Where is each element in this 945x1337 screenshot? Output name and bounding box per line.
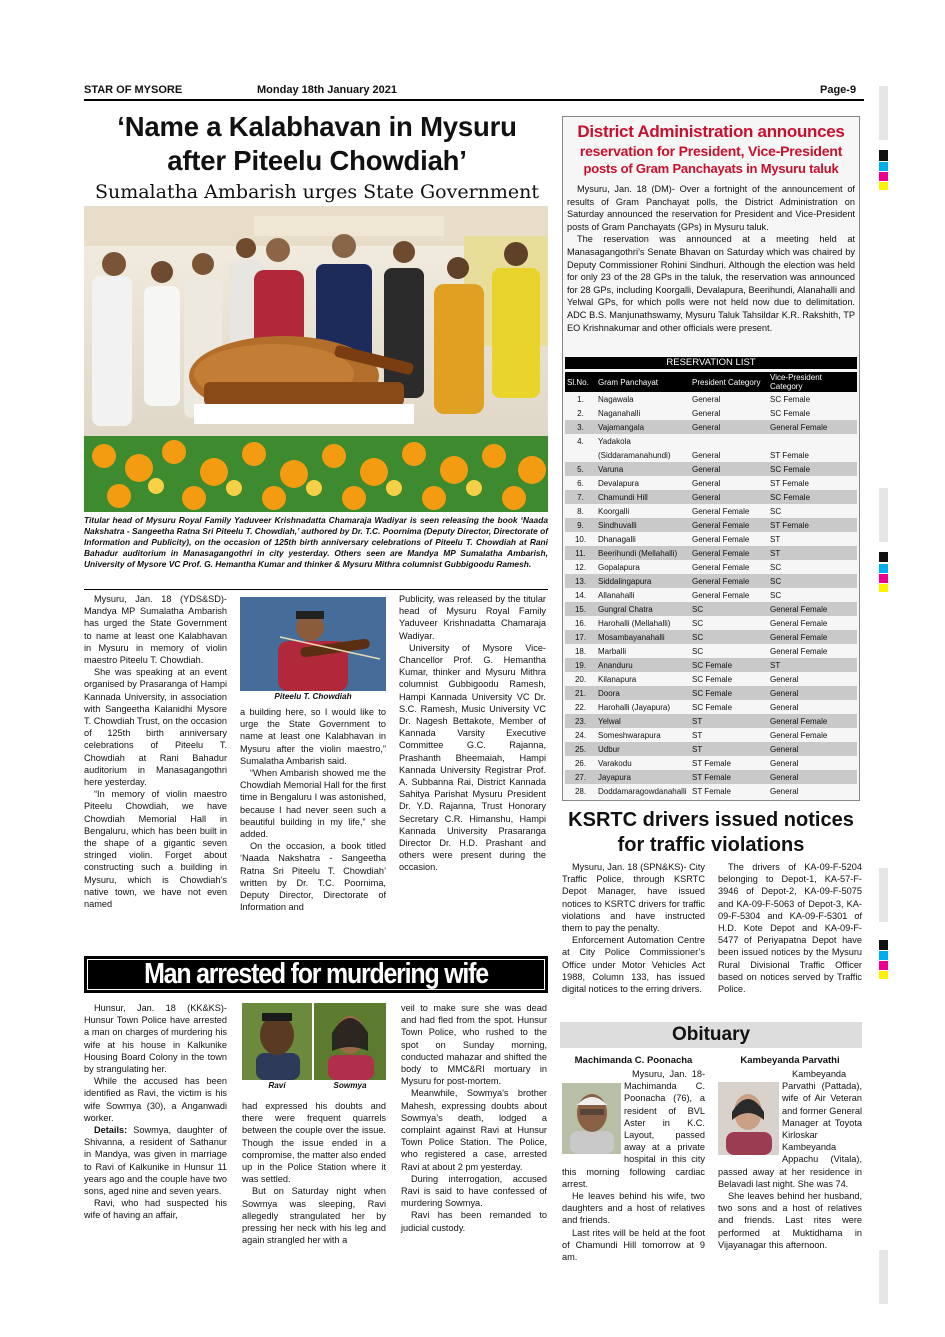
table-cell xyxy=(768,434,857,448)
lead-headline xyxy=(84,110,550,178)
table-cell: Doddamaragowdanahalli xyxy=(598,786,687,796)
table-cell: General xyxy=(690,420,768,434)
table-cell: 28. xyxy=(574,786,587,796)
paragraph: During interrogation, accused Ravi is said to have confessed of murdering Sowmya. xyxy=(401,1173,547,1209)
obituary-text-right xyxy=(718,1068,862,1251)
reservation-row xyxy=(565,742,857,756)
reservation-headline-line-1: District Administration announces xyxy=(577,122,845,141)
table-cell: ST Female xyxy=(768,518,857,532)
sowmya-photo xyxy=(314,1003,386,1080)
paragraph: While the accused has been identified as Ravi, the victim is his wife Sowmya (30), a Anganwadi worker. xyxy=(84,1076,227,1123)
reservation-row xyxy=(565,714,857,728)
table-cell: 20. xyxy=(574,674,587,684)
paragraph: She leaves behind her husband, two sons and a host of relatives and friends. Last rites were performed at Muktidhama in Vijayanagar this afternoon. xyxy=(718,1191,862,1250)
ksrtc-column-2 xyxy=(718,861,862,995)
reservation-row xyxy=(565,588,857,602)
table-cell: Nagawala xyxy=(598,394,634,404)
table-cell: General Female xyxy=(770,618,828,628)
table-cell: Varakodu xyxy=(598,758,632,768)
table-cell: 9. xyxy=(565,518,596,532)
sowmya-photo-caption: Sowmya xyxy=(333,1081,367,1090)
ksrtc-headline xyxy=(560,808,862,858)
table-cell: General xyxy=(690,462,768,476)
table-cell: ST xyxy=(770,534,781,544)
obituary-text-left xyxy=(562,1068,705,1263)
reservation-row xyxy=(565,770,857,784)
murder-column-3 xyxy=(401,1002,547,1234)
table-cell: General Female xyxy=(770,646,828,656)
chowdiah-portrait xyxy=(240,597,386,691)
table-cell: 18. xyxy=(574,646,587,656)
table-cell: Vajamangala xyxy=(596,420,690,434)
table-cell: ST Female xyxy=(692,786,731,796)
table-cell: 19. xyxy=(565,658,596,672)
paragraph: a building here, so I would like to urge the State Government to name at least one Kalabhavan in Mysuru after the violin maestro,” Sumalatha Ambarish said. xyxy=(240,707,386,766)
table-cell: 10. xyxy=(574,534,587,544)
ravi-photo xyxy=(242,1003,312,1080)
table-cell: 6. xyxy=(577,478,584,488)
table-cell: Mosambayanahalli xyxy=(596,630,690,644)
table-cell: Koorgalli xyxy=(598,506,630,516)
table-cell: SC Female xyxy=(770,408,811,418)
table-cell: Harohalli (Jayapura) xyxy=(598,702,671,712)
obituary-name-right: Kambeyanda Parvathi xyxy=(740,1055,840,1066)
table-cell: General Female xyxy=(690,574,768,588)
table-cell: Allanahalli xyxy=(598,590,635,600)
reservation-row xyxy=(565,728,857,742)
header-rule xyxy=(84,99,864,101)
table-cell: General xyxy=(768,770,857,784)
table-cell: General xyxy=(770,758,799,768)
lead-photo-caption: Titular head of Mysuru Royal Family Yaduveer Krishnadatta Chamaraja Wadiyar is seen releasing the book ‘Naada Nakshatra - Sangeetha Ratna Sri Piteelu T. Chowdiah,’ authored by Dr. T.C. Poornima (Deputy Director, Directorate of Information and Publicity), on the occasion of 125th birth anniversary celebrations of Piteelu T. Chowdiah at Rani Bahadur auditorium in Manasagangothri in city yesterday. Others seen are Mandya MP Sumalatha Ambarish, University of Mysore VC Prof. G. Hemantha Kumar and thinker & Mysuru Mithra columnist Gubbigoodu Ramesh. xyxy=(84,515,548,569)
table-cell: General Female xyxy=(768,630,857,644)
table-cell: SC Female xyxy=(690,658,768,672)
table-cell: 23. xyxy=(565,714,596,728)
reservation-row xyxy=(565,560,857,574)
lead-column-3 xyxy=(399,593,546,874)
ksrtc-column-1 xyxy=(562,861,705,995)
reservation-row xyxy=(565,448,857,462)
details-label: Details: xyxy=(94,1125,128,1136)
lead-headline-line-1: ‘Name a Kalabhavan in Mysuru xyxy=(117,111,517,142)
paragraph: Publicity, was released by the titular head of Mysuru Royal Family Yaduveer Krishnadatta Chamaraja Wadiyar. xyxy=(399,594,546,641)
reservation-row xyxy=(565,462,857,476)
table-cell: 13. xyxy=(565,574,596,588)
murder-column-1 xyxy=(84,1002,227,1222)
reservation-row xyxy=(565,476,857,490)
obituary-name-left: Machimanda C. Poonacha xyxy=(574,1055,693,1066)
table-cell: 11. xyxy=(565,546,596,560)
table-cell: General Female xyxy=(692,562,750,572)
table-cell: SC xyxy=(692,646,704,656)
details-text: Sowmya, daughter of Shivanna, a resident of Sathanur in Mandya, was given in marriage to Ravi of Kalkunike in Hunsur 11 years ago and the couple have two sons, aged nine and seven years. xyxy=(84,1125,227,1197)
reservation-row xyxy=(565,784,857,798)
table-cell: ST xyxy=(692,730,703,740)
table-cell: SC xyxy=(690,630,768,644)
table-cell: General xyxy=(692,394,721,404)
table-cell: General xyxy=(768,742,857,756)
reservation-row xyxy=(565,602,857,616)
table-cell: Dhanagalli xyxy=(598,534,636,544)
table-cell: ST Female xyxy=(692,758,731,768)
lead-subhead: Sumalatha Ambarish urges State Government xyxy=(94,181,540,203)
table-cell: Varuna xyxy=(596,462,690,476)
table-cell: Yelwal xyxy=(596,714,690,728)
table-cell: Devalapura xyxy=(598,478,639,488)
table-cell: (Siddaramanahundi) xyxy=(598,450,671,460)
table-cell: General Female xyxy=(768,714,857,728)
reservation-row xyxy=(565,392,857,406)
paragraph: Mysuru, Jan. 18 (DM)- Over a fortnight of the announcement of results of Gram Panchayat polls, the District Administration on Saturday announced the reservation for President and Vice-President posts of Gram Panchayats (GPs) in Mysuru taluk. xyxy=(567,184,855,232)
table-cell: Yadakola xyxy=(598,436,631,446)
table-cell: ST xyxy=(768,658,857,672)
column-header: Vice-President Category xyxy=(768,372,857,392)
table-cell: 22. xyxy=(574,702,587,712)
table-cell: SC xyxy=(770,590,782,600)
table-cell: SC xyxy=(770,506,782,516)
paragraph xyxy=(84,1124,227,1197)
table-cell: 15. xyxy=(565,602,596,616)
paragraph: Ravi, who had suspected his wife of having an affair, xyxy=(84,1198,227,1221)
table-cell: SC Female xyxy=(692,702,733,712)
table-cell: 3. xyxy=(565,420,596,434)
murder-headline: Man arrested for murdering wife xyxy=(144,958,488,990)
table-cell: SC Female xyxy=(692,674,733,684)
paragraph: Hunsur, Jan. 18 (KK&KS)- Hunsur Town Police have arrested a man on charges of murdering his wife at his house in Kalkunike Housing Board Colony in the town by strangulating her. xyxy=(84,1003,227,1075)
newspaper-name: STAR OF MYSORE xyxy=(84,84,183,96)
lead-column-2 xyxy=(240,706,386,913)
reservation-headline-line-2: reservation for President, Vice-President xyxy=(579,143,843,159)
reservation-row xyxy=(565,672,857,686)
column-header: Sl.No. xyxy=(565,372,596,392)
table-cell xyxy=(565,448,596,462)
table-cell: 26. xyxy=(574,758,587,768)
column-header: President Category xyxy=(690,372,768,392)
paragraph: had expressed his doubts and there were frequent quarrels between the couple over the issue. Though the issue ended in a compromise, the matter also ended up in the Police Station where it was settled. xyxy=(242,1101,387,1185)
table-cell: Someshwarapura xyxy=(598,730,661,740)
reservation-row xyxy=(565,700,857,714)
reservation-headline-line-3: posts of Gram Panchayats in Mysuru taluk xyxy=(583,161,839,176)
lead-headline-line-2: after Piteelu Chowdiah’ xyxy=(167,145,467,176)
table-cell: Gungral Chatra xyxy=(596,602,690,616)
table-cell: General xyxy=(768,686,857,700)
lead-column-1 xyxy=(84,593,227,910)
reservation-row xyxy=(565,630,857,644)
table-cell: SC Female xyxy=(768,462,857,476)
paragraph: Ravi has been remanded to judicial custody. xyxy=(401,1210,547,1233)
paragraph: The drivers of KA-09-F-5204 belonging to Depot-1, KA-57-F-3946 of Depot-2, KA-09-F-5075 and KA-09-F-5063 of Depot-3, KA-09-F-5304 and KA-09-F-5301 of H.D. Kote Depot and KA-09-F-5477 of Periyapatna Depot have been issued notices by the Mysuru Rural Divisional Traffic Officer based on notices served by Traffic Police. xyxy=(718,862,862,995)
paragraph: Last rites will be held at the foot of Chamundi Hill tomorrow at 9 am. xyxy=(562,1227,705,1263)
ksrtc-headline-line-2: for traffic violations xyxy=(617,834,805,856)
reservation-row xyxy=(565,644,857,658)
murder-column-2 xyxy=(242,1100,386,1246)
paragraph: Mysuru, Jan. 18 (SPN&KS)- City Traffic Police, through KSRTC Depot Manager, have issued notices to KSRTC drivers for traffic violations and have instructed them to pay the penalty. xyxy=(562,862,705,934)
table-cell: 5. xyxy=(565,462,596,476)
table-cell: General Female xyxy=(768,602,857,616)
table-cell: General xyxy=(692,450,721,460)
table-cell: General Female xyxy=(692,590,750,600)
table-cell: 8. xyxy=(577,506,584,516)
table-cell: ST Female xyxy=(690,770,768,784)
table-cell: Udbur xyxy=(596,742,690,756)
table-cell: 7. xyxy=(565,490,596,504)
reservation-row xyxy=(565,434,857,448)
paragraph: “When Ambarish showed me the Chowdiah Memorial Hall for the first time in Bengaluru I was astonished, because I had never seen such a beautiful building in my life,” she added. xyxy=(240,768,386,840)
caption-rule xyxy=(84,589,548,590)
ravi-photo-caption: Ravi xyxy=(268,1081,286,1090)
paragraph: Enforcement Automation Centre at City Police Commissioner’s Office under Motor Vehicles Act 1988, Column 133, has issued digital notices to the erring drivers. xyxy=(562,935,705,995)
table-cell: ST Female xyxy=(770,450,809,460)
table-cell: SC xyxy=(768,574,857,588)
table-cell: General Female xyxy=(692,534,750,544)
table-cell: 16. xyxy=(574,618,587,628)
paragraph: But on Saturday night when Sowmya was sleeping, Ravi allegedly strangulated her by pressing her neck with his leg and again strangled her with a xyxy=(242,1186,386,1246)
table-cell: Harohalli (Mellahalli) xyxy=(598,618,671,628)
table-cell: Jayapura xyxy=(596,770,690,784)
table-cell: SC xyxy=(770,562,782,572)
table-cell: ST xyxy=(690,714,768,728)
paragraph: He leaves behind his wife, two daughters and a host of relatives and friends. xyxy=(562,1191,705,1226)
table-cell: ST xyxy=(690,742,768,756)
table-cell: SC Female xyxy=(690,686,768,700)
table-cell: 12. xyxy=(574,562,587,572)
paragraph: Kambeyanda Parvathi (Pattada), wife of Air Veteran and former General Manager at Toyota Kirloskar Kambeyanda Appachu (Vitala), passed away at her residence in Belavadi last night. She was 74. xyxy=(718,1069,862,1189)
table-cell: Gopalapura xyxy=(598,562,640,572)
column-header: Gram Panchayat xyxy=(596,372,690,392)
table-cell: General xyxy=(692,408,721,418)
paragraph: Mysuru, Jan. 18 (YDS&SD)- Mandya MP Sumalatha Ambarish has urged the State Government to name at least one Kalabhavan in Mysuru in memory of violin maestro Piteelu T. Chowdiah. xyxy=(84,594,227,666)
reservation-body xyxy=(567,183,855,334)
paragraph: University of Mysore Vice-Chancellor Prof. G. Hemantha Kumar, thinker and Mysuru Mithra columnist Gubbigoodu Ramesh, Hampi Kannada University VC Dr. S.C. Ramesh, Music University VC Dr. Nagesh Bettakote, Member of Kannada Varsity Executive Committee G.C. Rajanna, Prashanth Bheemaiah, Hampi Kannada University Registrar Prof. A. Subbanna Rai, District Kannada Sahitya Parishat Mysuru President Dr. Y.D. Rajanna, Trust Honorary Secretary C.R. Himanshu, Hampi Kannada University Prasaranga Director Dr. H.D. Prashant and others were present during the occasion. xyxy=(399,642,546,873)
table-cell: General Female xyxy=(768,420,857,434)
paragraph: veil to make sure she was dead and had fled from the spot. Hunsur Town Police, who rushed to the spot on Sunday morning, conducted mahazar and shifted the body to MMC&RI mortuary in Mysuru for post-mortem. xyxy=(401,1003,547,1087)
issue-date: Monday 18th January 2021 xyxy=(257,84,398,96)
table-cell: ST Female xyxy=(770,478,809,488)
reservation-row xyxy=(565,686,857,700)
reservation-row xyxy=(565,574,857,588)
reservation-row xyxy=(565,546,857,560)
reservation-headline xyxy=(563,122,859,178)
reservation-row xyxy=(565,658,857,672)
table-cell xyxy=(690,434,768,448)
paragraph: On the occasion, a book titled ‘Naada Nakshatra - Sangeetha Ratna Sri Piteelu T. Chowdiah’ written by Dr. T.C. Poornima, Deputy Director, Directorate of Information and xyxy=(240,841,386,913)
table-cell: Naganahalli xyxy=(598,408,641,418)
table-cell: SC Female xyxy=(770,394,811,404)
table-cell: 25. xyxy=(565,742,596,756)
table-cell: 27. xyxy=(565,770,596,784)
table-cell: General Female xyxy=(690,518,768,532)
chowdiah-portrait-caption: Piteelu T. Chowdiah xyxy=(274,692,352,701)
table-cell: Chamundi Hill xyxy=(596,490,690,504)
obituary-title: Obituary xyxy=(671,1024,751,1045)
table-cell: Sindhuvalli xyxy=(596,518,690,532)
table-cell: General Female xyxy=(690,546,768,560)
book-release-photo xyxy=(84,206,548,512)
paragraph: Mysuru, Jan. 18- Machimanda C. Poonacha (76), a resident of BVL Aster in K.C. Layout, passed away at a private hospital in this city this morning following cardiac arrest. xyxy=(562,1069,705,1189)
table-cell: Kilanapura xyxy=(598,674,637,684)
reservation-row xyxy=(565,518,857,532)
table-cell: Beerihundi (Mellahalli) xyxy=(596,546,690,560)
table-cell: Ananduru xyxy=(596,658,690,672)
table-cell: General xyxy=(692,478,721,488)
table-cell: General Female xyxy=(692,506,750,516)
table-cell: General xyxy=(690,490,768,504)
reservation-row xyxy=(565,532,857,546)
page-number: Page-9 xyxy=(820,84,857,96)
paragraph: “In memory of violin maestro Piteelu Chowdiah, we have Chowdiah Memorial Hall in Bengaluru, which has been built in the shape of a gigantic seven stringed violin. Forget about constructing such a building in Mysuru, which is Chowdiah’s native town, we have not even named xyxy=(84,789,227,910)
reservation-row xyxy=(565,406,857,420)
table-cell: Siddalingapura xyxy=(596,574,690,588)
table-cell: General xyxy=(770,674,799,684)
table-cell: SC xyxy=(690,602,768,616)
table-cell: General xyxy=(770,786,799,796)
table-cell: 14. xyxy=(574,590,587,600)
reservation-table-wrap xyxy=(565,372,857,798)
table-cell: General Female xyxy=(770,730,828,740)
reservation-row xyxy=(565,756,857,770)
reservation-table-body xyxy=(565,392,857,798)
table-cell: 21. xyxy=(565,686,596,700)
paragraph: She was speaking at an event organised by Prasaranga of Hampi Kannada University, in association with Sangeetha Kalanidhi Mysore T. Chowdiah Trust, on the occasion of 125th birth anniversary celebrations of Piteelu T. Chowdiah at Rani Bahadur auditorium in Manasagangothri here yesterday. xyxy=(84,667,227,788)
paragraph: Meanwhile, Sowmya’s brother Mahesh, expressing doubts about Sowmya’s death, lodged a complaint against Ravi at Hunsur Town Police Station. The Police, who registered a case, arrested Ravi at about 2 pm yesterday. xyxy=(401,1088,547,1172)
reservation-table-header xyxy=(565,372,857,392)
reservation-table xyxy=(565,372,857,798)
reservation-row xyxy=(565,490,857,504)
table-cell: ST xyxy=(768,546,857,560)
reservation-row xyxy=(565,504,857,518)
reservation-row xyxy=(565,420,857,434)
table-cell: 17. xyxy=(565,630,596,644)
table-cell: General xyxy=(770,702,799,712)
ksrtc-headline-line-1: KSRTC drivers issued notices xyxy=(568,809,854,831)
reservation-table-title: RESERVATION LIST xyxy=(565,357,857,369)
table-cell: SC Female xyxy=(768,490,857,504)
table-cell: SC xyxy=(692,618,704,628)
table-cell: Marballi xyxy=(598,646,627,656)
table-cell: 4. xyxy=(577,436,584,446)
table-cell: 24. xyxy=(574,730,587,740)
reservation-row xyxy=(565,616,857,630)
table-cell: Doora xyxy=(596,686,690,700)
paragraph: The reservation was announced at a meeting held at Manasagangothri’s Senate Bhavan on Saturday which was chaired by Deputy Commissioner Rohini Sindhuri. Although the election was held for only 23 of the 28 GPs in the taluk, the reservation was announced for 28 GPs, including Koorgalli, Devalapura, Beerihundi, Alanahalli and Yelwal GPs, for which polls were not held now due to delimitation. ADC B.S. Manjunathswamy, Mysuru Taluk Tahsildar K.R. Rakshith, TP EO Krishnakumar and other officials were present. xyxy=(567,234,855,333)
table-cell: 2. xyxy=(577,408,584,418)
table-cell: 1. xyxy=(577,394,584,404)
